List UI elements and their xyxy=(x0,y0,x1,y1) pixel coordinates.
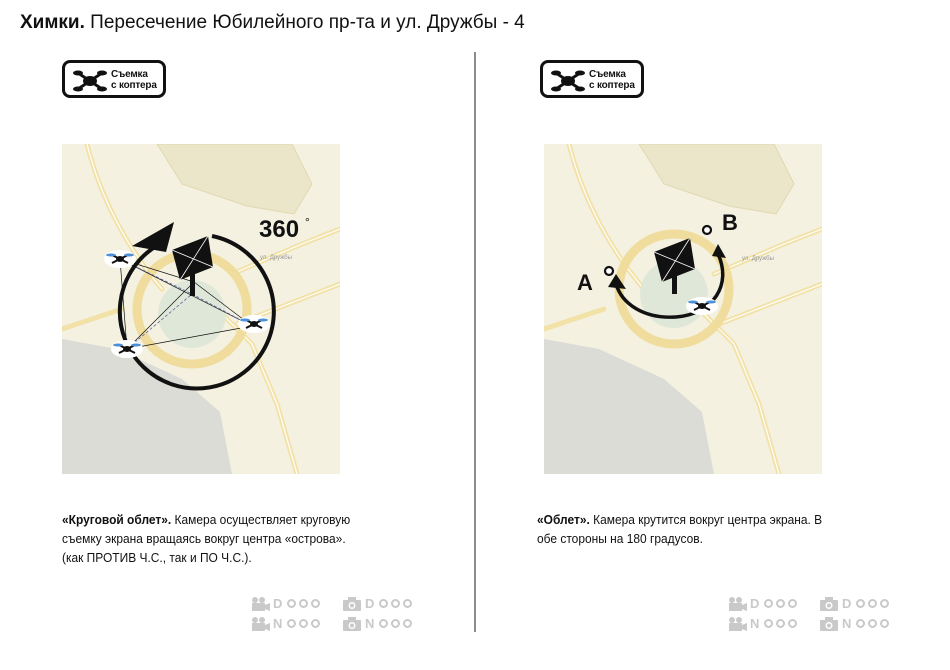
slot-circle xyxy=(311,619,320,628)
photo-camera-icon xyxy=(343,597,361,611)
slot-circle xyxy=(403,619,412,628)
point-a-label: A xyxy=(577,270,593,295)
slot-circle xyxy=(379,599,388,608)
badge-label: Съемка с коптера xyxy=(589,69,635,91)
street-label: ул. Дружбы xyxy=(742,256,774,262)
slot-circle xyxy=(788,619,797,628)
slot-circle xyxy=(311,599,320,608)
schedule-row-night xyxy=(251,616,423,632)
drone-icon xyxy=(111,340,143,358)
drone-icon xyxy=(686,297,718,315)
slot-circle xyxy=(776,619,785,628)
drone-icon xyxy=(238,315,270,333)
description-title: «Облет». xyxy=(537,512,590,527)
day-letter: D xyxy=(273,596,283,611)
schedule-row-night xyxy=(728,616,900,632)
night-letter: N xyxy=(842,616,852,631)
drone-icon xyxy=(73,69,107,93)
map-arc-flight xyxy=(544,144,822,474)
slot-circle xyxy=(776,599,785,608)
slot-circle xyxy=(856,599,865,608)
map-diagram xyxy=(62,144,340,474)
slot-circle xyxy=(379,619,388,628)
description-text: Камера крутится вокруг центра экрана. В обе стороны на 180 градусов. xyxy=(537,512,823,546)
video-camera-icon xyxy=(251,597,271,611)
day-letter: D xyxy=(750,596,760,611)
arc-flight-description xyxy=(537,510,841,548)
day-letter: D xyxy=(365,596,375,611)
slot-circle xyxy=(403,599,412,608)
slot-circle xyxy=(880,619,889,628)
city-name: Химки. xyxy=(20,12,85,33)
page-title xyxy=(20,12,525,34)
map-diagram xyxy=(544,144,822,474)
slot-circle xyxy=(391,619,400,628)
point-b-label: B xyxy=(722,210,738,235)
night-letter: N xyxy=(365,616,375,631)
badge-label: Съемка с коптера xyxy=(111,69,157,91)
drone-icon xyxy=(104,250,136,268)
slot-circle xyxy=(868,619,877,628)
video-camera-icon xyxy=(251,617,271,631)
slot-circle xyxy=(856,619,865,628)
slot-circle xyxy=(788,599,797,608)
shooting-schedule xyxy=(251,594,423,634)
copter-shooting-badge xyxy=(540,60,644,98)
copter-shooting-badge xyxy=(62,60,166,98)
degree-symbol: ° xyxy=(305,215,310,229)
video-camera-icon xyxy=(728,617,748,631)
point-a-marker xyxy=(605,267,613,275)
slot-circle xyxy=(287,619,296,628)
day-letter: D xyxy=(842,596,852,611)
street-label: ул. Дружбы xyxy=(260,255,292,261)
photo-camera-icon xyxy=(343,617,361,631)
slot-circle xyxy=(299,599,308,608)
panel-divider xyxy=(474,52,476,632)
slot-circle xyxy=(764,599,773,608)
point-b-marker xyxy=(703,226,711,234)
photo-camera-icon xyxy=(820,597,838,611)
description-title: «Круговой облет». xyxy=(62,512,172,527)
slot-circle xyxy=(880,599,889,608)
description-text: Камера осуществляет круговую съемку экрана вращаясь вокруг центра «острова». (как ПРОТИВ Ч.С., так и ПО Ч.С.). xyxy=(62,512,351,565)
slot-circle xyxy=(287,599,296,608)
shooting-schedule xyxy=(728,594,900,634)
schedule-row-day xyxy=(728,596,900,612)
slot-circle xyxy=(299,619,308,628)
slot-circle xyxy=(764,619,773,628)
rotation-angle-label: 360 xyxy=(259,216,300,243)
photo-camera-icon xyxy=(820,617,838,631)
drone-icon xyxy=(551,69,585,93)
night-letter: N xyxy=(750,616,760,631)
circular-flight-description xyxy=(62,510,366,567)
video-camera-icon xyxy=(728,597,748,611)
slot-circle xyxy=(868,599,877,608)
night-letter: N xyxy=(273,616,283,631)
map-circular-flight xyxy=(62,144,340,474)
slot-circle xyxy=(391,599,400,608)
location-name: Пересечение Юбилейного пр-та и ул. Дружбы - 4 xyxy=(90,12,525,33)
schedule-row-day xyxy=(251,596,423,612)
